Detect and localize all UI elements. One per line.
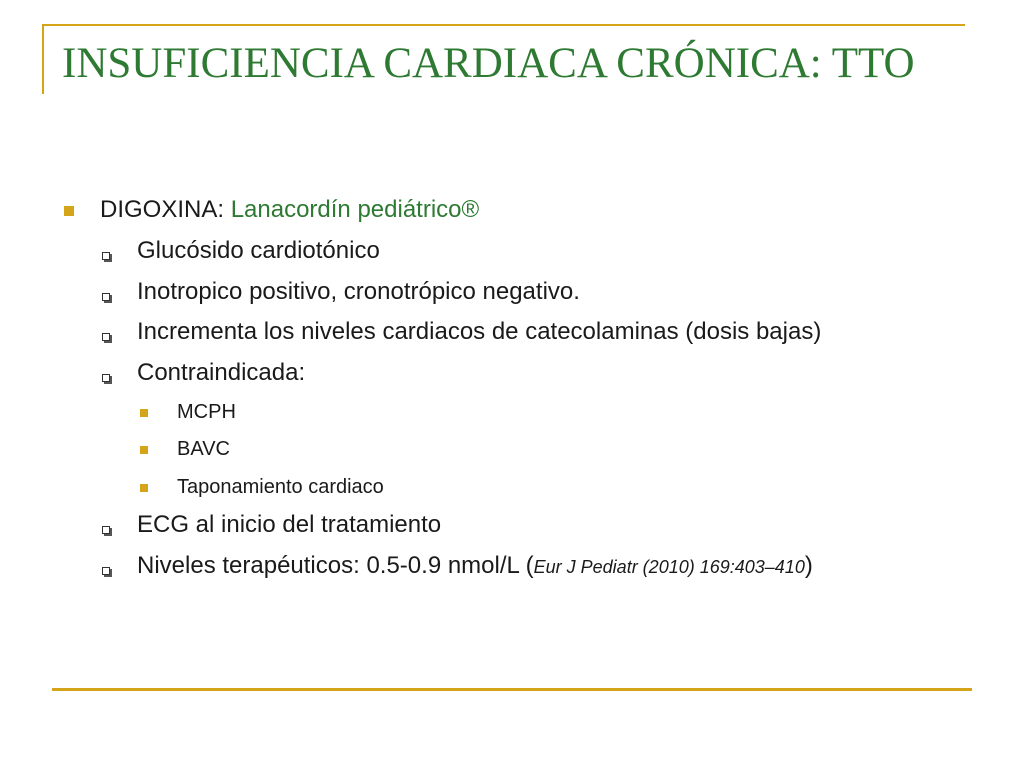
contra-taponamiento: Taponamiento cardiaco [177,476,384,498]
bullet-glucosido: Glucósido cardiotónico [137,237,380,264]
square-bullet-icon [64,206,74,216]
hollow-square-bullet-icon [102,374,110,382]
square-bullet-icon [140,484,148,492]
slide-title: INSUFICIENCIA CARDIACA CRÓNICA: TTO [62,40,915,87]
contra-mcph: MCPH [177,401,236,423]
contra-bavc: BAVC [177,438,230,460]
hollow-square-bullet-icon [102,567,110,575]
bullet-ecg: ECG al inicio del tratamiento [137,511,442,538]
niveles-close: ) [804,552,813,579]
bullet-inotropico: Inotropico positivo, cronotrópico negativo. [137,278,580,305]
hollow-square-bullet-icon [102,526,110,534]
niveles-text: Niveles terapéuticos: 0.5-0.9 nmol/L ( [137,552,534,579]
square-bullet-icon [140,409,148,417]
citation: Eur J Pediatr (2010) 169:403–410 [533,557,805,577]
hollow-square-bullet-icon [102,293,110,301]
bullet-catecolaminas: Incrementa los niveles cardiacos de catecolaminas (dosis bajas) [137,318,822,345]
digoxina-label: DIGOXINA: [100,196,231,223]
brand-name: Lanacordín pediátrico® [230,196,480,223]
top-rule [42,24,965,26]
left-rule [42,24,44,94]
square-bullet-icon [140,446,148,454]
hollow-square-bullet-icon [102,333,110,341]
bottom-rule [52,688,972,691]
hollow-square-bullet-icon [102,252,110,260]
bullet-contraindicada: Contraindicada: [137,359,306,386]
bullet-digoxina [100,195,479,225]
bullet-niveles [137,551,813,582]
